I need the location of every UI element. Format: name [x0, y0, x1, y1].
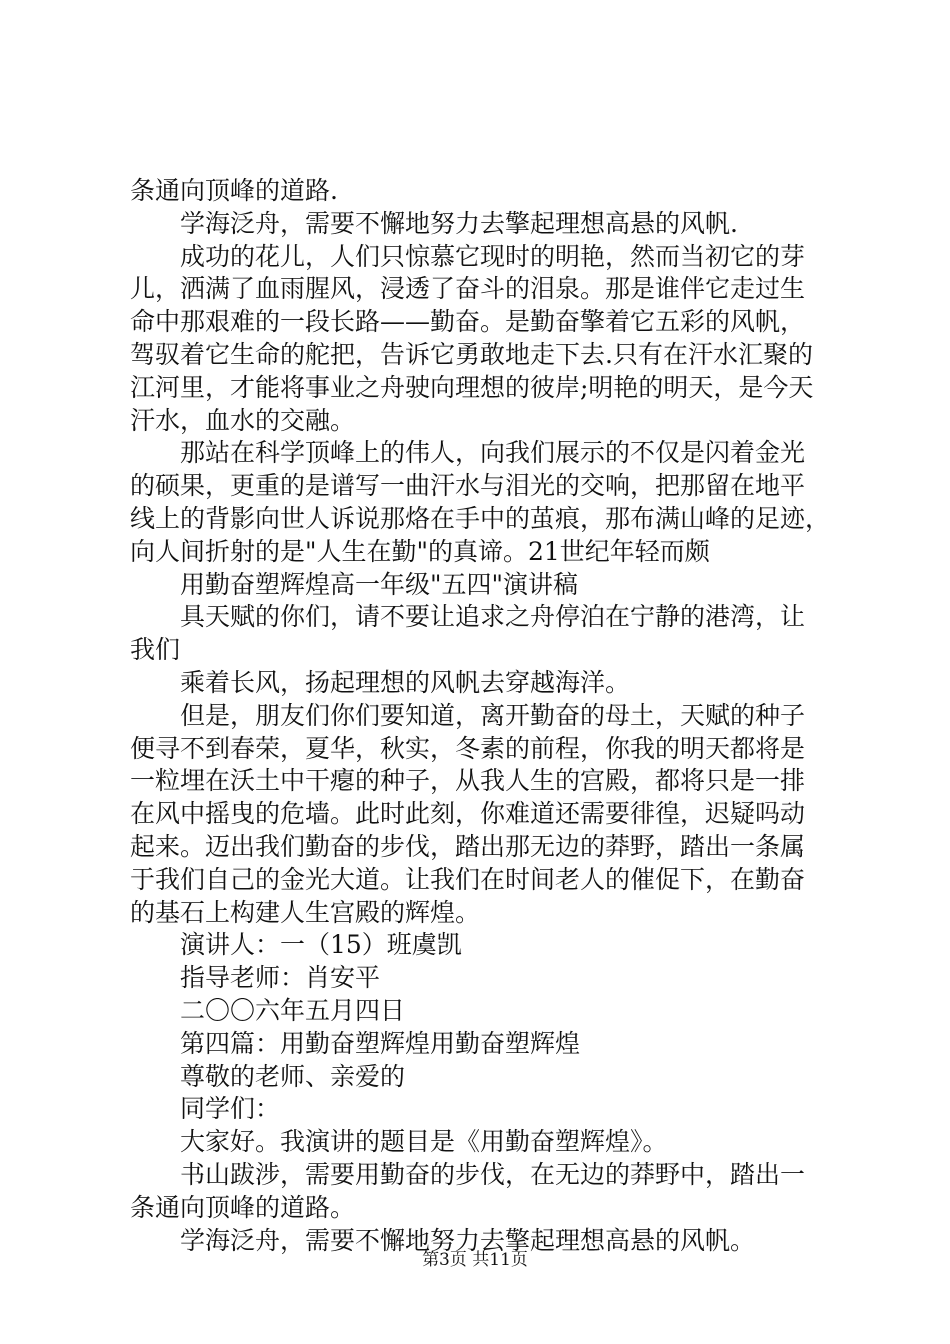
text-line: 书山跋涉，需要用勤奋的步伐，在无边的莽野中，踏出一: [180, 1159, 806, 1189]
text-line: 江河里，才能将事业之舟驶向理想的彼岸;明艳的明天，是今天: [130, 372, 814, 402]
text-line: 条通向顶峰的道路。: [130, 1192, 356, 1222]
text-line: 同学们：: [180, 1094, 281, 1124]
text-line: 在风中摇曳的危墙。此时此刻，你难道还需要徘徨，迟疑吗动: [130, 799, 806, 829]
document-body: [130, 175, 830, 1257]
text-line: 驾驭着它生命的舵把，告诉它勇敢地走下去.只有在汗水汇聚的: [130, 339, 813, 369]
text-line: 儿，洒满了血雨腥风，浸透了奋斗的泪泉。那是谁伴它走过生: [130, 274, 806, 304]
text-line: 但是，朋友们你们要知道，离开勤奋的母土，天赋的种子: [180, 700, 806, 730]
text-line: 便寻不到春荣，夏华，秋实，冬素的前程，你我的明天都将是: [130, 733, 806, 763]
text-line: 起来。迈出我们勤奋的步伐，踏出那无边的莽野，踏出一条属: [130, 831, 806, 861]
text-line: 具天赋的你们，请不要让追求之舟停泊在宁静的港湾，让: [180, 602, 806, 632]
text-line: 的基石上构建人生宫殿的辉煌。: [130, 897, 481, 927]
text-line: 我们: [130, 635, 181, 665]
page-footer: [0, 1245, 950, 1270]
text-line: 第四篇：用勤奋塑辉煌用勤奋塑辉煌: [180, 1028, 581, 1058]
text-line: 演讲人：一（15）班虞凯: [180, 930, 462, 960]
text-line: 汗水，血水的交融。: [130, 405, 356, 435]
text-line: 用勤奋塑辉煌高一年级"五四"演讲稿: [180, 569, 578, 599]
text-line: 成功的花儿，人们只惊慕它现时的明艳，然而当初它的芽: [180, 241, 806, 271]
text-line: 于我们自己的金光大道。让我们在时间老人的催促下，在勤奋: [130, 864, 806, 894]
text-line: 学海泛舟，需要不懈地努力去擎起理想高悬的风帆。: [180, 1225, 756, 1255]
text-line: 的硕果，更重的是谱写一曲汗水与泪光的交响，把那留在地平: [130, 471, 806, 501]
text-line: 命中那艰难的一段长路——勤奋。是勤奋擎着它五彩的风帆，: [130, 307, 806, 337]
text-line: 乘着长风，扬起理想的风帆去穿越海洋。: [180, 667, 631, 697]
text-line: 学海泛舟，需要不懈地努力去擎起理想高悬的风帆.: [180, 208, 738, 238]
text-line: 大家好。我演讲的题目是《用勤奋塑辉煌》。: [180, 1127, 668, 1157]
text-line: 一粒埋在沃土中干瘪的种子，从我人生的宫殿，都将只是一排: [130, 766, 806, 796]
text-line: 尊敬的老师、亲爱的: [180, 1061, 406, 1091]
text-line: 二〇〇六年五月四日: [180, 995, 406, 1025]
text-line: 指导老师：肖安平: [180, 963, 381, 993]
page-number-label: 第3页 共11页: [422, 1250, 528, 1270]
text-line: 那站在科学顶峰上的伟人，向我们展示的不仅是闪着金光: [180, 438, 806, 468]
text-line: 向人间折射的是"人生在勤"的真谛。21世纪年轻而颇: [130, 536, 710, 566]
text-line: 线上的背影向世人诉说那烙在手中的茧痕，那布满山峰的足迹，: [130, 503, 830, 533]
text-line: 条通向顶峰的道路.: [130, 176, 338, 205]
